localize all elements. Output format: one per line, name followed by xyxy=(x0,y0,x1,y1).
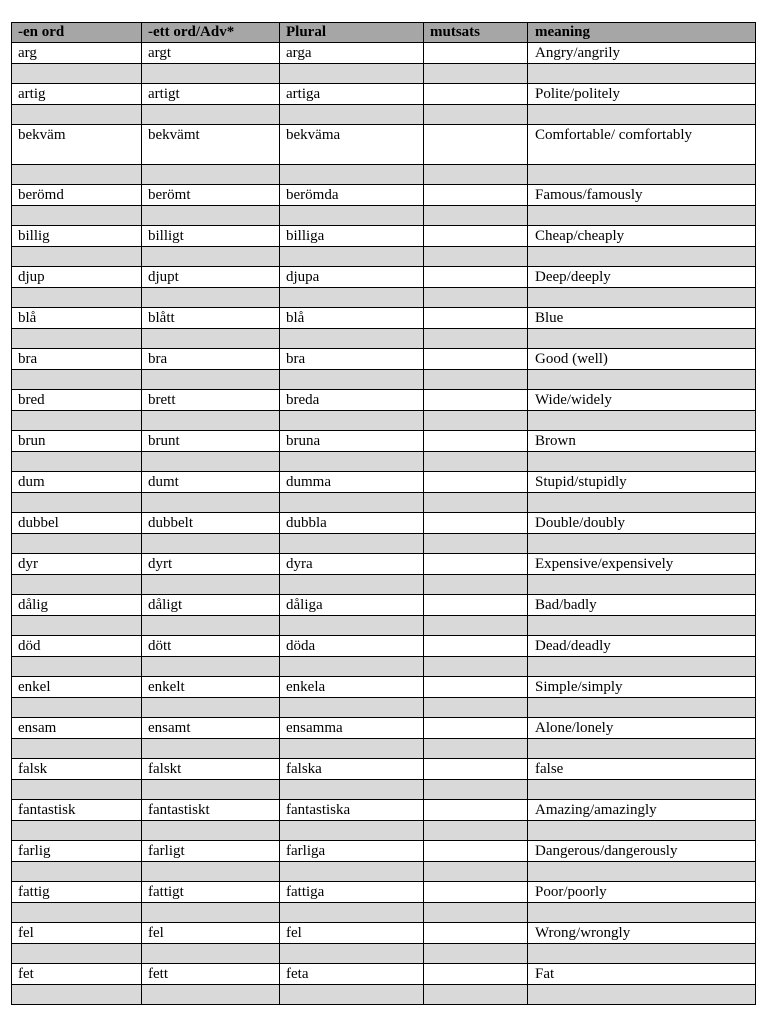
header-row xyxy=(12,23,756,43)
table-row xyxy=(12,513,756,534)
blank-cell xyxy=(528,105,756,125)
blank-cell xyxy=(280,903,424,923)
blank-row xyxy=(12,903,756,923)
cell-mutsats xyxy=(424,43,528,64)
blank-cell xyxy=(280,329,424,349)
blank-cell xyxy=(424,780,528,800)
cell-plural: breda xyxy=(280,390,424,411)
blank-cell xyxy=(424,985,528,1005)
table-row xyxy=(12,841,756,862)
blank-cell xyxy=(12,105,142,125)
cell-en-ord: artig xyxy=(12,84,142,105)
blank-cell xyxy=(12,903,142,923)
cell-ett-ord: enkelt xyxy=(142,677,280,698)
cell-meaning: Brown xyxy=(528,431,756,452)
blank-cell xyxy=(142,575,280,595)
cell-meaning: Famous/famously xyxy=(528,185,756,206)
blank-cell xyxy=(12,370,142,390)
header-plural: Plural xyxy=(280,23,424,43)
blank-cell xyxy=(12,64,142,84)
cell-mutsats xyxy=(424,718,528,739)
blank-cell xyxy=(142,493,280,513)
blank-row xyxy=(12,657,756,677)
cell-ett-ord: bra xyxy=(142,349,280,370)
cell-meaning: Wrong/wrongly xyxy=(528,923,756,944)
cell-meaning: Double/doubly xyxy=(528,513,756,534)
blank-cell xyxy=(12,616,142,636)
blank-cell xyxy=(528,862,756,882)
blank-cell xyxy=(528,985,756,1005)
cell-meaning: Dangerous/dangerously xyxy=(528,841,756,862)
blank-cell xyxy=(424,616,528,636)
blank-row xyxy=(12,698,756,718)
blank-cell xyxy=(142,739,280,759)
blank-row xyxy=(12,944,756,964)
cell-meaning: Expensive/expensively xyxy=(528,554,756,575)
blank-cell xyxy=(12,944,142,964)
blank-row xyxy=(12,206,756,226)
cell-meaning: Good (well) xyxy=(528,349,756,370)
blank-cell xyxy=(12,862,142,882)
blank-cell xyxy=(142,616,280,636)
cell-mutsats xyxy=(424,595,528,616)
table-row xyxy=(12,125,756,165)
table-row xyxy=(12,923,756,944)
blank-cell xyxy=(12,534,142,554)
cell-ett-ord: djupt xyxy=(142,267,280,288)
blank-row xyxy=(12,575,756,595)
cell-plural: dåliga xyxy=(280,595,424,616)
blank-row xyxy=(12,534,756,554)
cell-ett-ord: fel xyxy=(142,923,280,944)
cell-plural: fel xyxy=(280,923,424,944)
blank-cell xyxy=(280,534,424,554)
blank-cell xyxy=(280,411,424,431)
cell-en-ord: enkel xyxy=(12,677,142,698)
table-row xyxy=(12,800,756,821)
blank-cell xyxy=(142,944,280,964)
cell-ett-ord: bekvämt xyxy=(142,125,280,165)
cell-en-ord: berömd xyxy=(12,185,142,206)
cell-en-ord: fel xyxy=(12,923,142,944)
header-en-ord: -en ord xyxy=(12,23,142,43)
blank-row xyxy=(12,411,756,431)
blank-cell xyxy=(424,411,528,431)
cell-mutsats xyxy=(424,964,528,985)
blank-cell xyxy=(142,329,280,349)
blank-cell xyxy=(280,698,424,718)
blank-cell xyxy=(424,288,528,308)
cell-en-ord: falsk xyxy=(12,759,142,780)
blank-cell xyxy=(528,64,756,84)
cell-plural: djupa xyxy=(280,267,424,288)
table-row xyxy=(12,390,756,411)
blank-cell xyxy=(528,411,756,431)
blank-cell xyxy=(280,821,424,841)
blank-cell xyxy=(142,698,280,718)
cell-en-ord: dubbel xyxy=(12,513,142,534)
cell-plural: enkela xyxy=(280,677,424,698)
table-row xyxy=(12,43,756,64)
cell-ett-ord: ensamt xyxy=(142,718,280,739)
table-row xyxy=(12,595,756,616)
cell-plural: fantastiska xyxy=(280,800,424,821)
cell-meaning: Alone/lonely xyxy=(528,718,756,739)
table-row xyxy=(12,554,756,575)
blank-row xyxy=(12,370,756,390)
blank-cell xyxy=(424,64,528,84)
blank-cell xyxy=(424,247,528,267)
blank-cell xyxy=(280,739,424,759)
blank-cell xyxy=(280,862,424,882)
cell-ett-ord: dött xyxy=(142,636,280,657)
blank-cell xyxy=(280,165,424,185)
blank-cell xyxy=(528,780,756,800)
cell-en-ord: bred xyxy=(12,390,142,411)
blank-cell xyxy=(12,657,142,677)
blank-cell xyxy=(12,985,142,1005)
blank-cell xyxy=(280,657,424,677)
cell-plural: berömda xyxy=(280,185,424,206)
vocabulary-sheet xyxy=(11,22,755,1005)
blank-cell xyxy=(142,288,280,308)
blank-cell xyxy=(528,657,756,677)
table-row xyxy=(12,431,756,452)
blank-row xyxy=(12,493,756,513)
cell-plural: bra xyxy=(280,349,424,370)
blank-cell xyxy=(424,452,528,472)
blank-cell xyxy=(424,165,528,185)
table-row xyxy=(12,349,756,370)
cell-mutsats xyxy=(424,636,528,657)
blank-cell xyxy=(12,698,142,718)
blank-cell xyxy=(528,493,756,513)
blank-cell xyxy=(142,247,280,267)
cell-plural: arga xyxy=(280,43,424,64)
blank-cell xyxy=(12,493,142,513)
cell-en-ord: dålig xyxy=(12,595,142,616)
blank-cell xyxy=(528,452,756,472)
blank-cell xyxy=(424,370,528,390)
cell-ett-ord: fattigt xyxy=(142,882,280,903)
blank-cell xyxy=(528,206,756,226)
cell-mutsats xyxy=(424,226,528,247)
cell-ett-ord: fett xyxy=(142,964,280,985)
table-row xyxy=(12,759,756,780)
cell-en-ord: brun xyxy=(12,431,142,452)
cell-en-ord: fattig xyxy=(12,882,142,903)
cell-mutsats xyxy=(424,390,528,411)
cell-en-ord: död xyxy=(12,636,142,657)
cell-mutsats xyxy=(424,267,528,288)
blank-cell xyxy=(142,64,280,84)
cell-meaning: Comfortable/ comfortably xyxy=(528,125,756,165)
cell-en-ord: djup xyxy=(12,267,142,288)
blank-cell xyxy=(280,616,424,636)
table-row xyxy=(12,636,756,657)
cell-meaning: false xyxy=(528,759,756,780)
blank-row xyxy=(12,780,756,800)
blank-row xyxy=(12,616,756,636)
cell-meaning: Wide/widely xyxy=(528,390,756,411)
cell-en-ord: ensam xyxy=(12,718,142,739)
blank-cell xyxy=(142,780,280,800)
cell-plural: ensamma xyxy=(280,718,424,739)
blank-cell xyxy=(528,575,756,595)
cell-ett-ord: falskt xyxy=(142,759,280,780)
cell-mutsats xyxy=(424,431,528,452)
cell-meaning: Fat xyxy=(528,964,756,985)
cell-meaning: Simple/simply xyxy=(528,677,756,698)
blank-cell xyxy=(424,534,528,554)
cell-meaning: Amazing/amazingly xyxy=(528,800,756,821)
cell-plural: feta xyxy=(280,964,424,985)
blank-cell xyxy=(528,247,756,267)
blank-cell xyxy=(142,105,280,125)
blank-cell xyxy=(280,985,424,1005)
cell-mutsats xyxy=(424,84,528,105)
vocabulary-table xyxy=(11,22,756,1005)
cell-plural: dumma xyxy=(280,472,424,493)
cell-en-ord: billig xyxy=(12,226,142,247)
blank-cell xyxy=(424,862,528,882)
cell-en-ord: blå xyxy=(12,308,142,329)
blank-cell xyxy=(280,493,424,513)
blank-cell xyxy=(424,105,528,125)
table-body xyxy=(12,43,756,1005)
blank-cell xyxy=(424,575,528,595)
blank-row xyxy=(12,105,756,125)
cell-ett-ord: argt xyxy=(142,43,280,64)
blank-cell xyxy=(142,534,280,554)
cell-mutsats xyxy=(424,759,528,780)
blank-cell xyxy=(12,575,142,595)
cell-meaning: Dead/deadly xyxy=(528,636,756,657)
cell-meaning: Angry/angrily xyxy=(528,43,756,64)
cell-mutsats xyxy=(424,125,528,165)
blank-cell xyxy=(280,105,424,125)
blank-cell xyxy=(424,821,528,841)
blank-cell xyxy=(142,657,280,677)
blank-cell xyxy=(424,739,528,759)
cell-ett-ord: berömt xyxy=(142,185,280,206)
blank-cell xyxy=(528,698,756,718)
blank-row xyxy=(12,165,756,185)
blank-cell xyxy=(528,903,756,923)
cell-mutsats xyxy=(424,554,528,575)
blank-cell xyxy=(528,288,756,308)
blank-row xyxy=(12,452,756,472)
blank-cell xyxy=(528,616,756,636)
blank-cell xyxy=(12,288,142,308)
cell-mutsats xyxy=(424,513,528,534)
cell-en-ord: arg xyxy=(12,43,142,64)
blank-row xyxy=(12,64,756,84)
blank-cell xyxy=(280,370,424,390)
cell-ett-ord: dubbelt xyxy=(142,513,280,534)
cell-mutsats xyxy=(424,677,528,698)
cell-plural: döda xyxy=(280,636,424,657)
cell-ett-ord: farligt xyxy=(142,841,280,862)
header-mutsats: mutsats xyxy=(424,23,528,43)
cell-ett-ord: dumt xyxy=(142,472,280,493)
blank-cell xyxy=(424,493,528,513)
blank-cell xyxy=(528,165,756,185)
blank-cell xyxy=(528,370,756,390)
blank-cell xyxy=(280,288,424,308)
blank-cell xyxy=(142,821,280,841)
table-row xyxy=(12,964,756,985)
table-row xyxy=(12,84,756,105)
cell-en-ord: bekväm xyxy=(12,125,142,165)
blank-cell xyxy=(528,739,756,759)
header-ett-ord-adv: -ett ord/Adv* xyxy=(142,23,280,43)
cell-en-ord: dyr xyxy=(12,554,142,575)
table-row xyxy=(12,472,756,493)
blank-cell xyxy=(142,206,280,226)
blank-cell xyxy=(142,411,280,431)
blank-cell xyxy=(12,247,142,267)
cell-plural: billiga xyxy=(280,226,424,247)
cell-plural: farliga xyxy=(280,841,424,862)
cell-mutsats xyxy=(424,841,528,862)
cell-plural: artiga xyxy=(280,84,424,105)
blank-cell xyxy=(424,944,528,964)
cell-ett-ord: dåligt xyxy=(142,595,280,616)
cell-en-ord: dum xyxy=(12,472,142,493)
table-row xyxy=(12,718,756,739)
blank-cell xyxy=(12,206,142,226)
cell-ett-ord: blått xyxy=(142,308,280,329)
blank-cell xyxy=(142,452,280,472)
cell-plural: bruna xyxy=(280,431,424,452)
cell-meaning: Bad/badly xyxy=(528,595,756,616)
blank-cell xyxy=(12,329,142,349)
blank-cell xyxy=(12,739,142,759)
table-row xyxy=(12,308,756,329)
cell-en-ord: farlig xyxy=(12,841,142,862)
blank-row xyxy=(12,288,756,308)
blank-cell xyxy=(528,944,756,964)
blank-cell xyxy=(142,370,280,390)
cell-mutsats xyxy=(424,472,528,493)
blank-cell xyxy=(142,165,280,185)
blank-cell xyxy=(528,329,756,349)
cell-mutsats xyxy=(424,349,528,370)
blank-cell xyxy=(424,698,528,718)
cell-mutsats xyxy=(424,882,528,903)
cell-en-ord: bra xyxy=(12,349,142,370)
table-row xyxy=(12,677,756,698)
blank-cell xyxy=(12,411,142,431)
cell-plural: falska xyxy=(280,759,424,780)
blank-cell xyxy=(280,944,424,964)
cell-mutsats xyxy=(424,308,528,329)
cell-mutsats xyxy=(424,185,528,206)
blank-cell xyxy=(424,903,528,923)
cell-plural: bekväma xyxy=(280,125,424,165)
cell-plural: fattiga xyxy=(280,882,424,903)
blank-cell xyxy=(280,452,424,472)
cell-meaning: Stupid/stupidly xyxy=(528,472,756,493)
blank-cell xyxy=(280,247,424,267)
cell-plural: blå xyxy=(280,308,424,329)
cell-meaning: Poor/poorly xyxy=(528,882,756,903)
cell-meaning: Cheap/cheaply xyxy=(528,226,756,247)
blank-cell xyxy=(424,657,528,677)
header-meaning: meaning xyxy=(528,23,756,43)
blank-row xyxy=(12,247,756,267)
table-row xyxy=(12,185,756,206)
blank-cell xyxy=(280,206,424,226)
cell-mutsats xyxy=(424,800,528,821)
cell-ett-ord: fantastiskt xyxy=(142,800,280,821)
blank-cell xyxy=(280,780,424,800)
blank-row xyxy=(12,739,756,759)
cell-ett-ord: billigt xyxy=(142,226,280,247)
blank-cell xyxy=(12,452,142,472)
cell-meaning: Blue xyxy=(528,308,756,329)
cell-ett-ord: brett xyxy=(142,390,280,411)
blank-cell xyxy=(424,206,528,226)
blank-cell xyxy=(142,903,280,923)
blank-cell xyxy=(280,575,424,595)
table-row xyxy=(12,267,756,288)
table-row xyxy=(12,226,756,247)
cell-meaning: Deep/deeply xyxy=(528,267,756,288)
blank-cell xyxy=(280,64,424,84)
blank-cell xyxy=(528,821,756,841)
blank-cell xyxy=(528,534,756,554)
blank-cell xyxy=(12,780,142,800)
blank-cell xyxy=(424,329,528,349)
cell-mutsats xyxy=(424,923,528,944)
cell-plural: dubbla xyxy=(280,513,424,534)
cell-plural: dyra xyxy=(280,554,424,575)
cell-meaning: Polite/politely xyxy=(528,84,756,105)
cell-ett-ord: brunt xyxy=(142,431,280,452)
blank-row xyxy=(12,862,756,882)
cell-ett-ord: artigt xyxy=(142,84,280,105)
blank-cell xyxy=(12,821,142,841)
cell-en-ord: fantastisk xyxy=(12,800,142,821)
blank-row xyxy=(12,329,756,349)
blank-cell xyxy=(12,165,142,185)
blank-row xyxy=(12,821,756,841)
blank-row xyxy=(12,985,756,1005)
cell-ett-ord: dyrt xyxy=(142,554,280,575)
cell-en-ord: fet xyxy=(12,964,142,985)
table-row xyxy=(12,882,756,903)
blank-cell xyxy=(142,862,280,882)
blank-cell xyxy=(142,985,280,1005)
